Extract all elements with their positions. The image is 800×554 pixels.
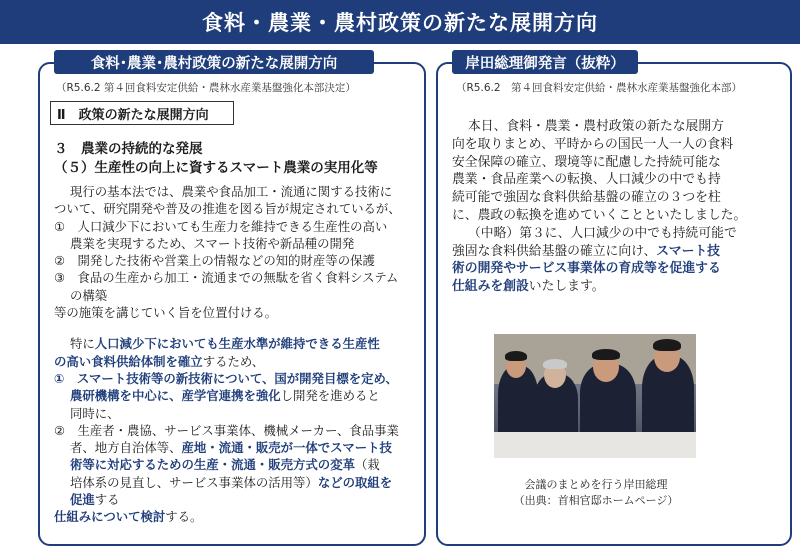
highlight-text: 人口減少下においても生産水準が維持できる生産性	[94, 336, 380, 352]
highlight-text: スマート技	[656, 243, 720, 259]
text-line: 本日、食料・農業・農村政策の新たな展開方	[468, 119, 724, 134]
photo-source: （出典：首相官邸ホームページ）	[513, 494, 679, 507]
text-line	[452, 243, 782, 261]
highlight-text: 産地・流通・販売が一体でスマート技	[181, 440, 392, 456]
highlight-line: 術の開発やサービス事業体の育成等を促進する	[452, 261, 721, 277]
text-line: 現行の基本法では、農業や食品加工・流通に関する技術に	[70, 184, 393, 199]
highlight-text: の高い食料供給体制を確立	[54, 353, 203, 369]
text-line	[54, 439, 420, 456]
highlight-text: などの取組を	[317, 474, 393, 490]
text-line	[54, 353, 420, 370]
text-line	[54, 491, 420, 508]
text-line	[54, 508, 420, 525]
section-heading: Ⅱ 政策の新たな展開方向	[50, 101, 234, 125]
text-span: する	[94, 492, 120, 508]
highlight-text: 仕組みを創設	[452, 279, 529, 295]
text-line	[54, 387, 420, 404]
text-line: ① 人口減少下においても生産力を維持できる生産性の高い	[54, 218, 388, 234]
text-span: 強固な食料供給基盤の確立に向け、	[452, 243, 657, 259]
text-line: ついて、研究開発や普及の推進を図る旨が規定されているが、	[54, 201, 401, 217]
text-span: （栽	[354, 457, 380, 473]
text-line: 同時に、	[70, 405, 120, 421]
text-span: し開発を進めると	[280, 388, 380, 404]
text-line: ② 開発した技術や営業上の情報などの知的財産等の保護	[54, 253, 375, 269]
text-line: 向を取りまとめ、平時からの国民一人一人の食料	[452, 136, 734, 152]
text-line	[54, 474, 420, 491]
text-line: 等の施策を講じていく旨を位置付ける。	[54, 305, 278, 321]
photo-caption: 会議のまとめを行う岸田総理	[524, 478, 668, 491]
left-body-text	[54, 183, 420, 526]
text-line: ② 生産者・農協、サービス事業体、機械メーカー、食品事業	[54, 422, 399, 438]
text-line: （中略）第３に、人口減少の中でも持続可能で	[468, 225, 737, 241]
text-line	[54, 456, 420, 473]
highlight-text: 仕組みについて検討	[54, 509, 166, 525]
text-span: いたします。	[528, 279, 605, 295]
text-line: 農業・食品産業への転換、人口減少の中でも持	[452, 172, 721, 188]
text-span: する。	[165, 509, 203, 525]
text-span: 者、地方自治体等、	[70, 440, 182, 456]
right-body-text	[452, 118, 782, 296]
text-line: 安全保障の確立、環境等に配慮した持続可能な	[452, 154, 721, 170]
highlight-text: 術等に対応するための生産・流通・販売方式の変革	[70, 457, 355, 473]
left-panel-title: 食料･農業･農村政策の新たな展開方向	[54, 50, 374, 74]
item-heading: （５）生産性の向上に資するスマート農業の実用化等	[54, 160, 378, 176]
text-span: 培体系の見直し、サービス事業体の活用等）	[70, 474, 318, 490]
subsection-heading: ３ 農業の持続的な発展	[54, 141, 203, 157]
right-panel-title: 岸田総理御発言（抜粋）	[452, 50, 638, 74]
text-line: の構築	[70, 287, 108, 303]
text-line	[54, 335, 420, 352]
highlight-text: 促進	[70, 492, 95, 508]
text-line: 続可能で強固な食料供給基盤の確立の３つを柱	[452, 190, 721, 206]
page-title: 食料・農業・農村政策の新たな展開方向	[0, 0, 800, 44]
meeting-photo	[494, 334, 696, 458]
text-line	[452, 278, 782, 296]
left-source-note: （R5.6.2 第４回食料安定供給・農林水産業基盤強化本部決定）	[56, 82, 356, 94]
text-span: するため、	[202, 353, 265, 369]
right-source-note: （R5.6.2 第４回食料安定供給・農林水産業基盤強化本部）	[456, 82, 743, 94]
highlight-text: 農研機構を中心に、産学官連携を強化	[70, 388, 281, 404]
text-span: 特に	[70, 336, 95, 352]
text-line: に、農政の転換を進めていくことといたしました。	[452, 207, 747, 223]
highlight-line: ① スマート技術等の新技術について、国が開発目標を定め、	[54, 370, 398, 386]
text-line: ③ 食品の生産から加工・流通までの無駄を省く食料システム	[54, 270, 399, 286]
text-line: 農業を実現するため、スマート技術や新品種の開発	[70, 235, 355, 251]
